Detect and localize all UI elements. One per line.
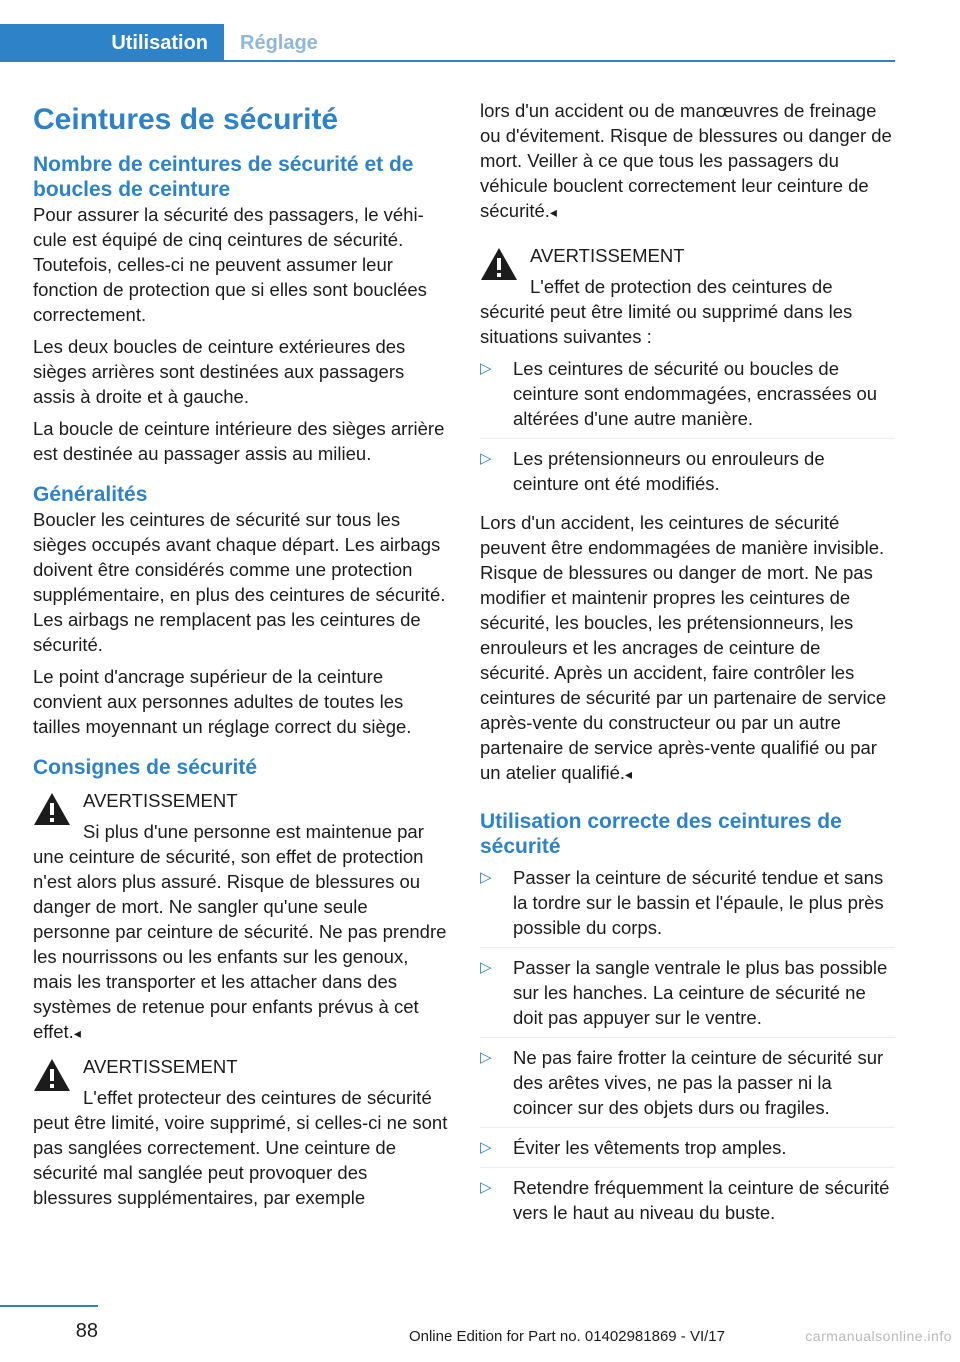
paragraph: Boucler les ceintures de sécurité sur tous les sièges occupés avant chaque départ. Les airbags doivent être considérés comme une protection supplémentaire, en plus des ceintures de sécurité. Les airbags ne remplacent pas les ceintures de sécurité. [33, 509, 446, 655]
warning-triangle-icon [32, 1057, 72, 1093]
bullet-icon: ▷ [480, 869, 492, 886]
bullet-icon: ▷ [480, 1049, 492, 1066]
tab-reglage[interactable]: Réglage [240, 31, 318, 54]
usage-list [480, 865, 895, 1232]
paragraph: Les deux boucles de ceinture extérieures des sièges arrières sont destinées aux passagers assis à droite et à gauche. [33, 336, 406, 407]
warning-body: Si plus d'une personne est maintenue par une ceinture de sécurité, son effet de protection n'est alors plus assuré. Risque de blessures ou danger de mort. Ne sangler qu'une seule personne par ceinture de sécurité. Ne pas prendre les nourrissons ou les enfants sur les genoux, mais les transporter et les attacher dans des systèmes de retenue pour enfants prévus à cet effet. [33, 821, 447, 1042]
list-item-text: Ne pas faire frotter la ceinture de sécurité sur des arêtes vives, ne pas la passer ni la coincer sur des objets durs ou fragiles. [513, 1047, 884, 1118]
end-mark: ◂ [73, 1025, 81, 1041]
warning-block [480, 243, 895, 349]
page-number: 88 [75, 1320, 98, 1342]
section-heading-consignes: Consignes de sécurité [33, 756, 258, 779]
list-item [480, 1045, 895, 1128]
warning-title: AVERTISSEMENT [83, 1056, 238, 1077]
warning-text: L'effet de protection des ceintures de sécurité peut être limité ou supprimé dans les situations suivantes : [480, 276, 853, 347]
paragraph: Pour assurer la sécurité des passagers, le véhicule est équipé de cinq ceintures de sécurité. Toutefois, celles-ci ne peuvent assumer leur fonction de protection que si elles sont bouclées correctement. [33, 204, 427, 325]
warning-text: L'effet protecteur des ceintures de sécurité peut être limité, voire supprimé, si celles-ci ne sont pas sanglées correctement. Une ceinture de sécurité mal sanglée peut provoquer des blessures supplémentaires, par exemple [33, 1087, 448, 1208]
footer-divider [0, 1305, 98, 1307]
section-heading-ceintures-boucles: Nombre de ceintures de sécurité et de boucles de ceinture [33, 153, 414, 201]
bullet-icon: ▷ [480, 959, 492, 976]
warning-block [33, 788, 448, 1046]
edition-text: Online Edition for Part no. 01402981869 - VI/17 [408, 1328, 725, 1345]
right-column [480, 98, 895, 1239]
list-item [480, 865, 895, 948]
paragraph [480, 510, 895, 787]
list-item-text: Passer la ceinture de sécurité tendue et sans la tordre sur le bassin et l'épaule, le plus près possible du corps. [513, 867, 884, 938]
warning-triangle-icon [32, 791, 72, 827]
watermark: carmanualsonline.info [805, 1328, 952, 1344]
continued-body: lors d'un accident ou de manœuvres de freinage ou d'évitement. Risque de blessures ou danger de mort. Veiller à ce que tous les passagers du véhicule bouclent correctement leur ceinture de sécurité. [480, 100, 892, 221]
warning-list [480, 356, 895, 503]
section-heading-generalites: Généralités [33, 483, 148, 506]
end-mark: ◂ [625, 766, 633, 782]
warning-triangle-icon [479, 246, 519, 282]
bullet-icon: ▷ [480, 1139, 492, 1156]
warning-text [33, 819, 448, 1046]
end-mark: ◂ [549, 204, 557, 220]
paragraph-continued [480, 98, 895, 225]
list-item [480, 955, 895, 1038]
tab-utilisation[interactable]: Utilisation [0, 24, 224, 62]
list-item [480, 1175, 895, 1232]
list-item [480, 356, 895, 439]
bullet-icon: ▷ [480, 1179, 492, 1196]
page-title: Ceintures de sécurité [33, 103, 339, 136]
list-item [480, 446, 895, 503]
warning-title: AVERTISSEMENT [83, 790, 238, 811]
header-bar [0, 0, 895, 62]
left-column [33, 100, 448, 1217]
warning-block [33, 1054, 448, 1210]
list-item-text: Éviter les vêtements trop amples. [513, 1137, 787, 1158]
paragraph: Le point d'ancrage supérieur de la ceinture convient aux personnes adultes de toutes les tailles moyennant un réglage correct du siège. [33, 666, 412, 737]
bullet-icon: ▷ [480, 450, 492, 467]
list-item-text: Passer la sangle ventrale le plus bas possible sur les hanches. La ceinture de sécurité ne doit pas appuyer sur le ventre. [513, 957, 888, 1028]
list-item-text: Retendre fréquemment la ceinture de sécurité vers le haut au niveau du buste. [513, 1177, 890, 1223]
paragraph: La boucle de ceinture intérieure des sièges arrière est destinée au passager assis au milieu. [33, 418, 445, 464]
warning-title: AVERTISSEMENT [530, 245, 685, 266]
list-item-text: Les ceintures de sécurité ou boucles de ceinture sont endommagées, encrassées ou altérées d'une autre manière. [513, 358, 878, 429]
list-item-text: Les prétensionneurs ou enrouleurs de ceinture ont été modifiés. [513, 448, 825, 494]
list-item [480, 1135, 895, 1168]
section-heading-utilisation-correcte: Utilisation correcte des ceintures de sécurité [480, 810, 842, 858]
paragraph-body: Lors d'un accident, les ceintures de sécurité peuvent être endommagées de manière invisible. Risque de blessures ou danger de mort. Ne pas modifier et maintenir propres les ceintures de sécurité, les boucles, les prétensionneurs, les enrouleurs et les ancrages de ceinture de sécurité. Après un accident, faire contrôler les ceintures de sécurité par un partenaire de service après-vente du constructeur ou par un autre partenaire de service après-vente qualifié ou par un atelier qualifié. [480, 512, 887, 783]
header-divider [0, 60, 895, 62]
bullet-icon: ▷ [480, 360, 492, 377]
